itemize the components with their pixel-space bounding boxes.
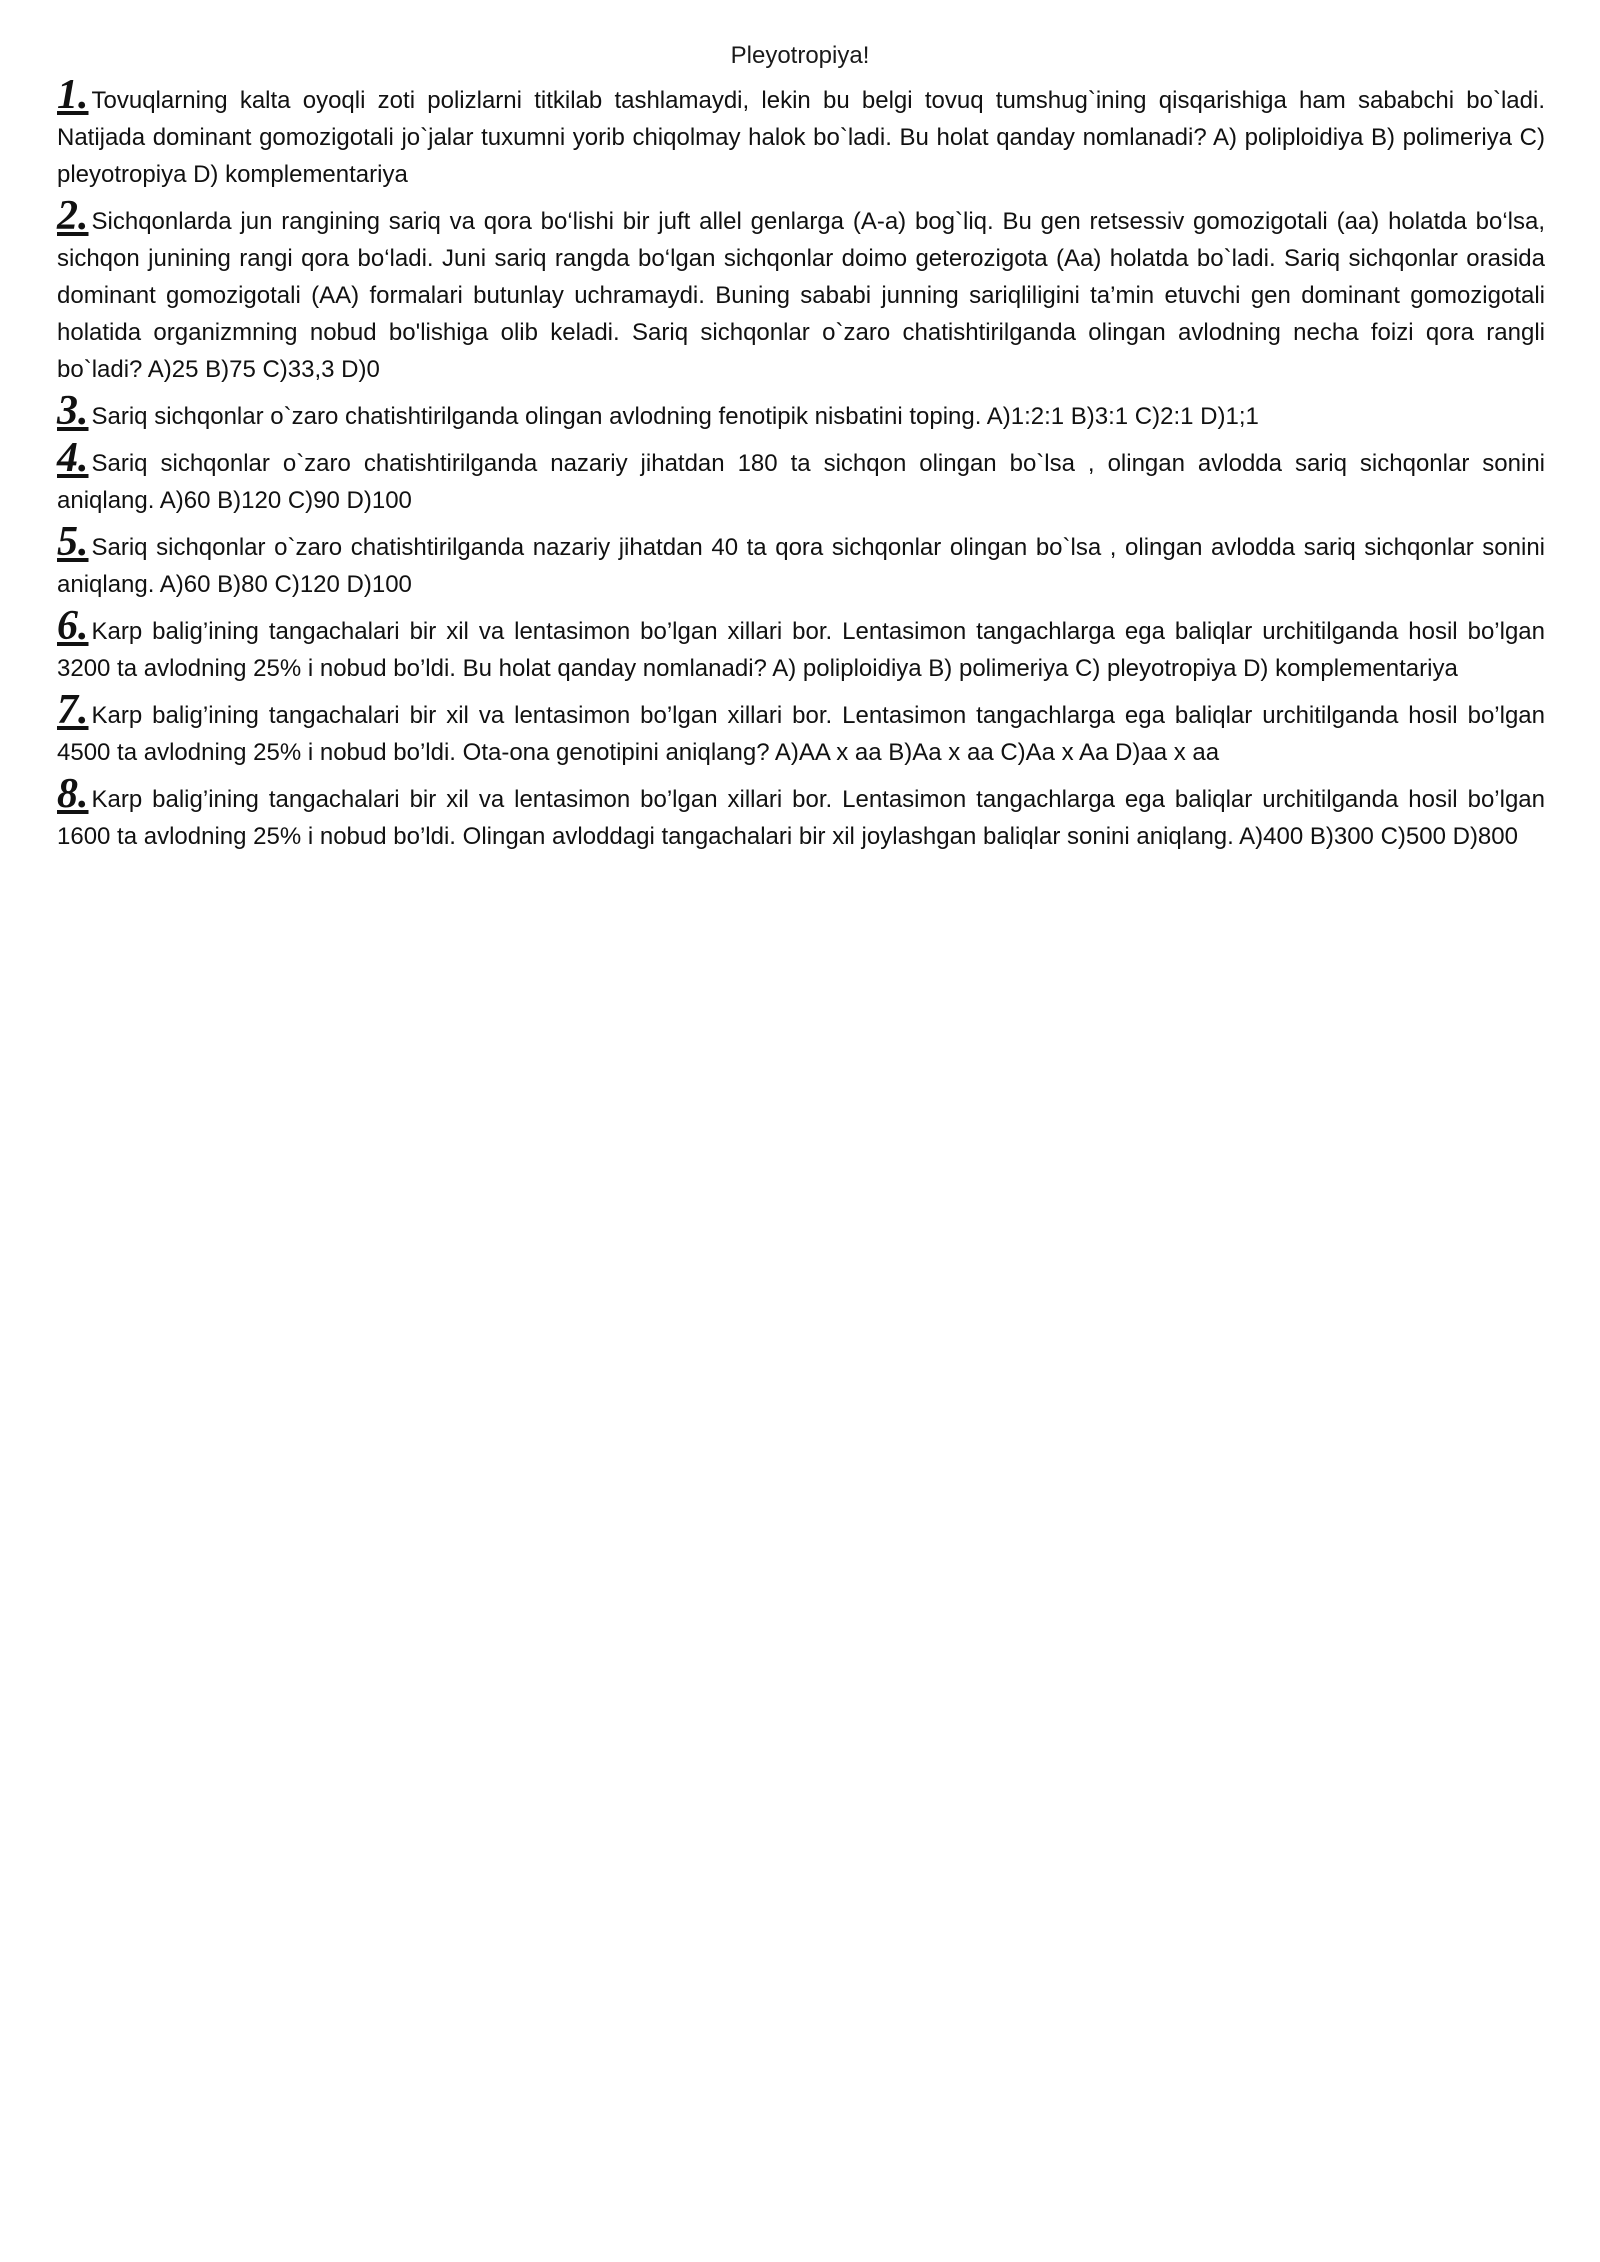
question-text: Karp balig’ining tangachalari bir xil va lentasimon bo’lgan xillari bor. Lentasimon tangachlarga ega baliqlar urchitilganda hosil bo’lgan 3200 ta avlodning 25% i nobud bo’ldi. Bu holat qanday nomlanadi? A) poliploidiya B) polimeriya C) pleyotropiya D) komplementariya [57, 618, 1545, 682]
question-text: Tovuqlarning kalta oyoqli zoti polizlarni titkilab tashlamaydi, lekin bu belgi tovuq tumshug`ining qisqarishiga ham sababchi bo`ladi. Natijada dominant gomozigotali jo`jalar tuxumni yorib chiqolmay halok bo`ladi. Bu holat qanday nomlanadi? A) poliploidiya B) polimeriya C) pleyotropiya D) komplementariya [57, 87, 1545, 188]
question-6 [57, 603, 1545, 687]
question-4 [57, 435, 1545, 519]
question-text: Karp balig’ining tangachalari bir xil va lentasimon bo’lgan xillari bor. Lentasimon tangachlarga ega baliqlar urchitilganda hosil bo’lgan 1600 ta avlodning 25% i nobud bo’ldi. Olingan avloddagi tangachalari bir xil joylashgan baliqlar sonini aniqlang. A)400 B)300 C)500 D)800 [57, 786, 1545, 850]
question-number: 2. [57, 193, 89, 239]
question-1 [57, 72, 1545, 193]
question-2 [57, 193, 1545, 388]
question-text: Sariq sichqonlar o`zaro chatishtirilganda olingan avlodning fenotipik nisbatini toping. A)1:2:1 B)3:1 C)2:1 D)1;1 [91, 403, 1259, 430]
document-title: Pleyotropiya! [730, 42, 870, 69]
question-3 [57, 388, 1545, 435]
question-number: 3. [57, 388, 89, 434]
question-number: 4. [57, 435, 89, 481]
question-number: 7. [57, 687, 89, 733]
question-text: Sariq sichqonlar o`zaro chatishtirilganda nazariy jihatdan 180 ta sichqon olingan bo`lsa , olingan avlodda sariq sichqonlar sonini aniqlang. A)60 B)120 C)90 D)100 [57, 450, 1545, 514]
question-list [57, 72, 1545, 863]
question-7 [57, 687, 1545, 771]
question-text: Sariq sichqonlar o`zaro chatishtirilganda nazariy jihatdan 40 ta qora sichqonlar olingan bo`lsa , olingan avlodda sariq sichqonlar sonini aniqlang. A)60 B)80 C)120 D)100 [57, 534, 1545, 598]
question-number: 6. [57, 603, 89, 649]
question-text: Sichqonlarda jun rangining sariq va qora bo‘lishi bir juft allel genlarga (A-a) bog`liq. Bu gen retsessiv gomozigotali (aa) holatda bo‘lsa, sichqon junining rangi qora bo‘ladi. Juni sariq rangda bo‘lgan sichqonlar doimo geterozigota (Aa) holatda bo`ladi. Sariq sichqonlar orasida dominant gomozigotali (AA) formalari butunlay uchramaydi. Buning sababi junning sariqliligini ta’min etuvchi gen dominant gomozigotali holatida organizmning nobud bo'lishiga olib keladi. Sariq sichqonlar o`zaro chatishtirilganda olingan avlodning necha foizi qora rangli bo`ladi? A)25 B)75 C)33,3 D)0 [57, 208, 1545, 383]
question-8 [57, 771, 1545, 855]
question-number: 1. [57, 72, 89, 118]
question-text: Karp balig’ining tangachalari bir xil va lentasimon bo’lgan xillari bor. Lentasimon tangachlarga ega baliqlar urchitilganda hosil bo’lgan 4500 ta avlodning 25% i nobud bo’ldi. Ota-ona genotipini aniqlang? A)AA x aa B)Aa x aa C)Aa x Aa D)aa x aa [57, 702, 1545, 766]
question-number: 5. [57, 519, 89, 565]
question-number: 8. [57, 771, 89, 817]
question-5 [57, 519, 1545, 603]
